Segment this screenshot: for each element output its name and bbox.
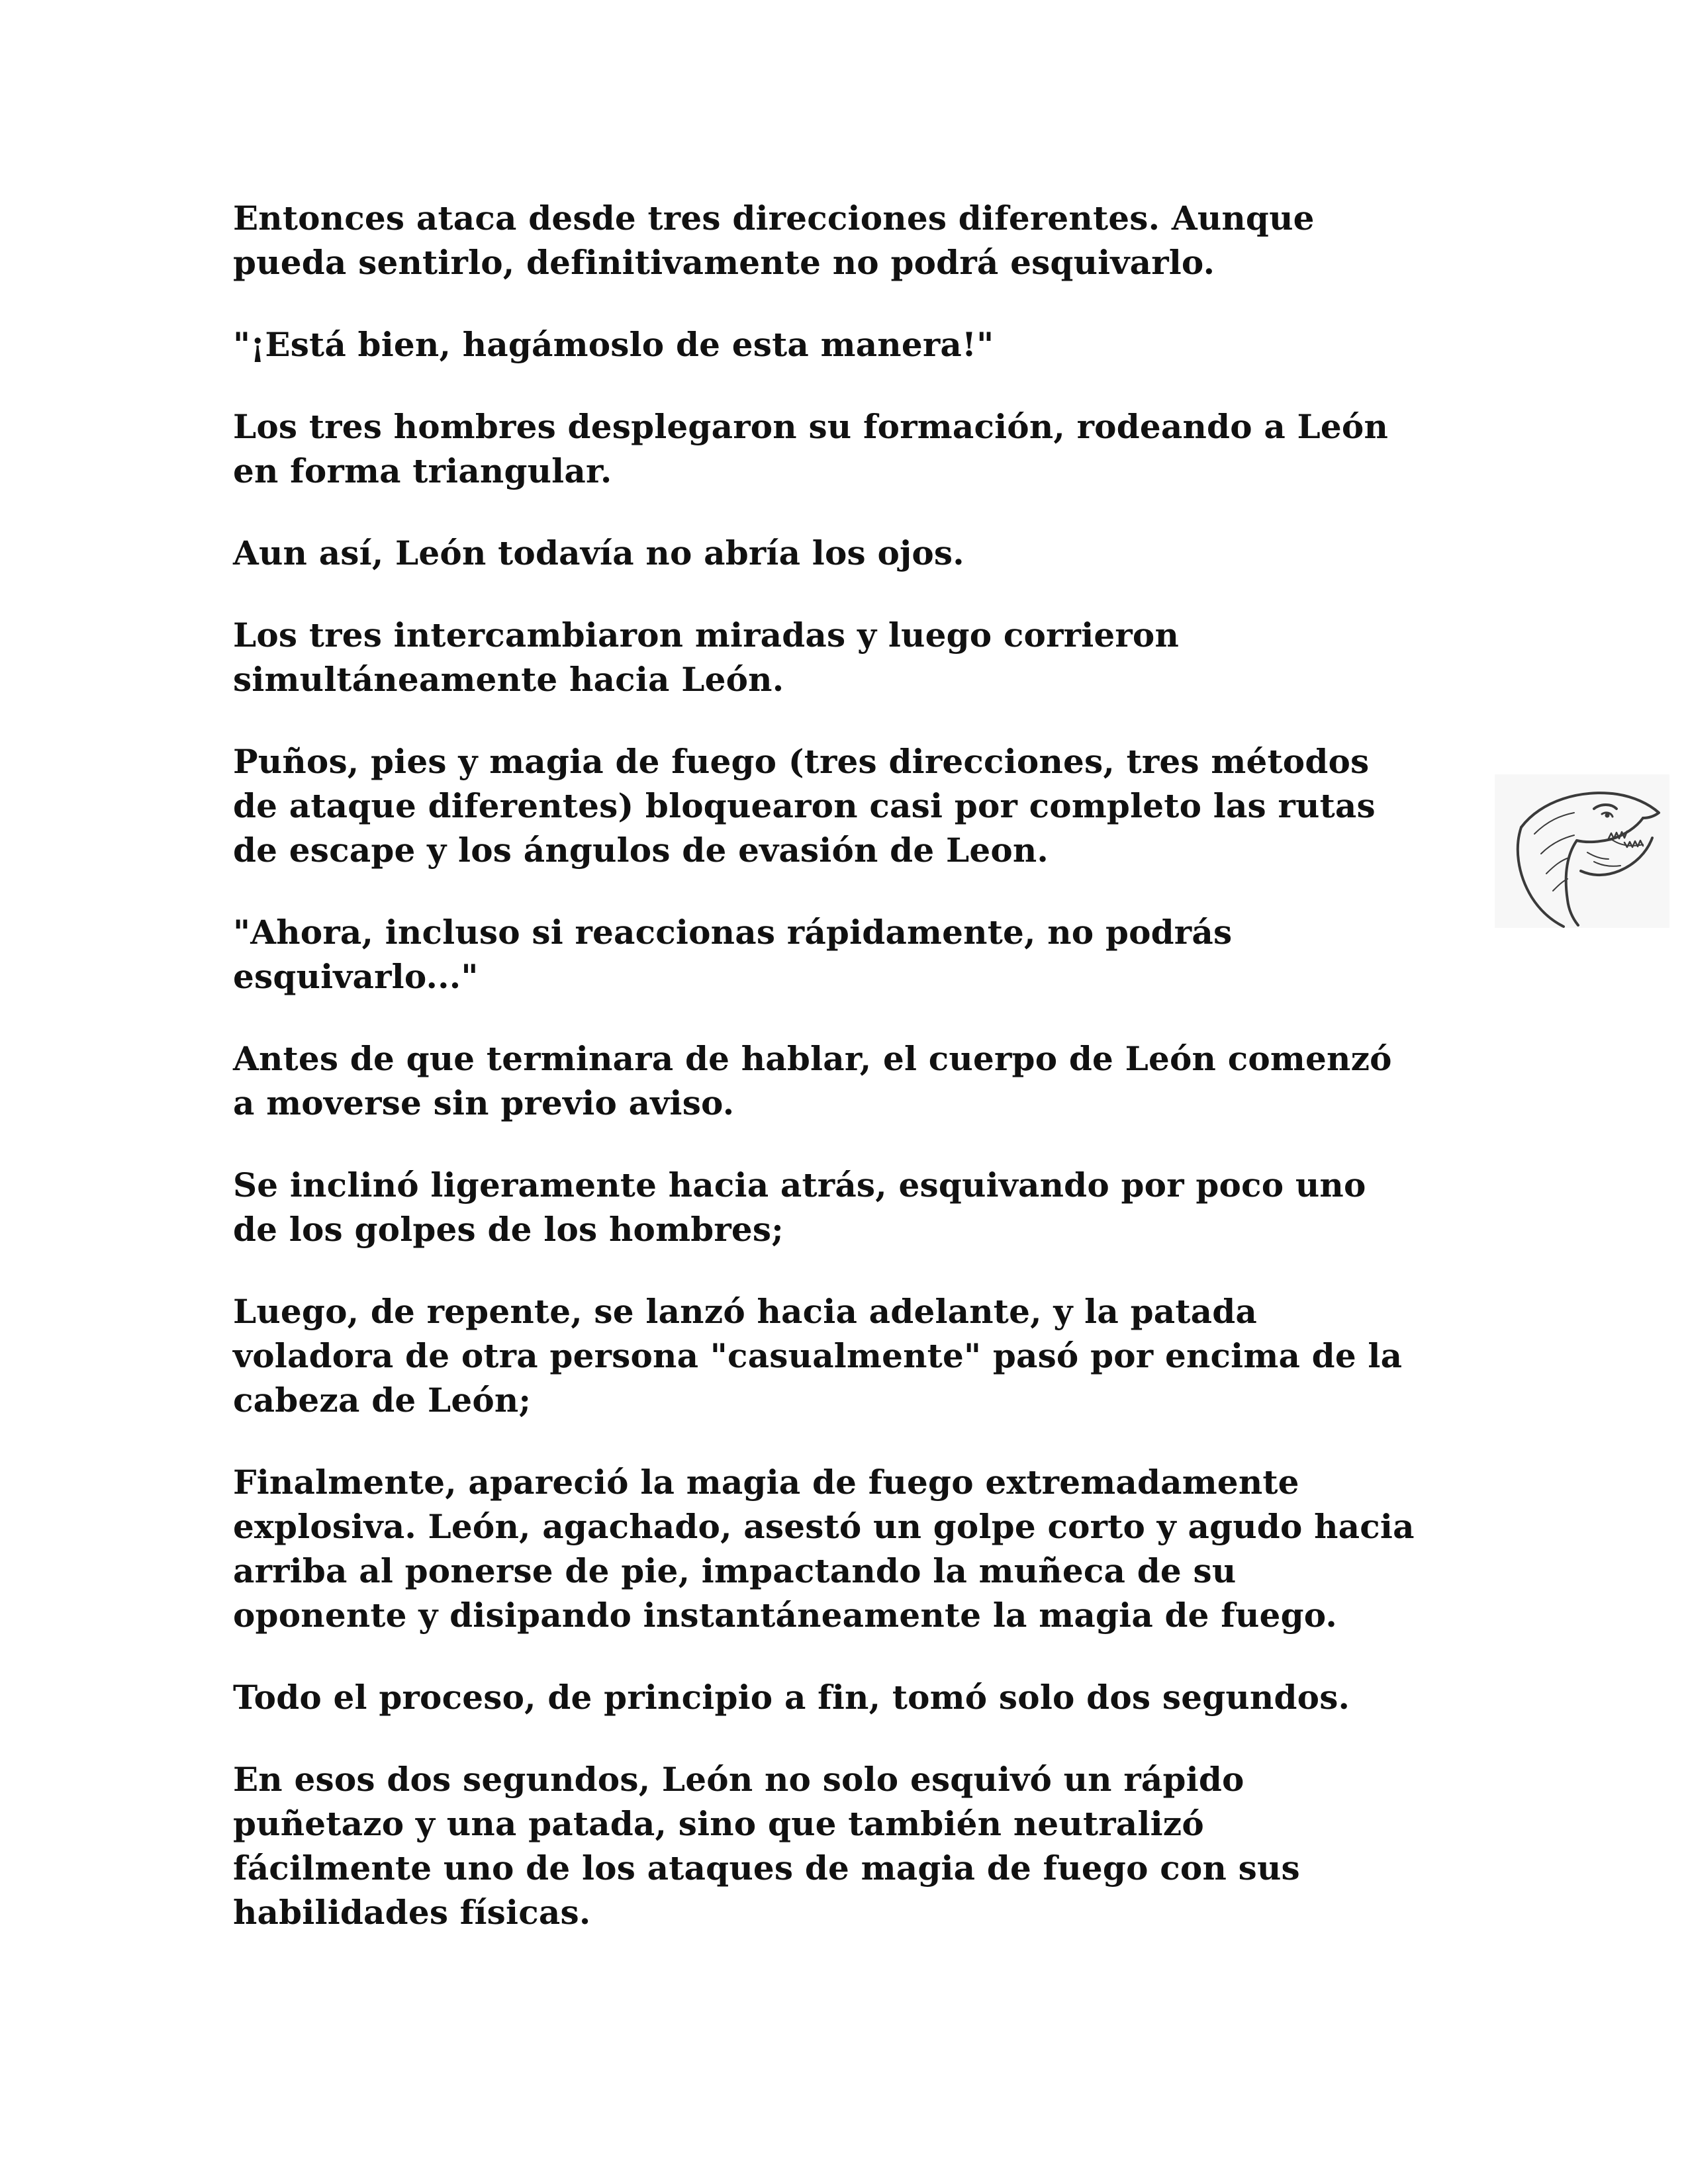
paragraph-7: "Ahora, incluso si reaccionas rápidamente, no podrás esquivarlo..."	[233, 913, 1233, 996]
paragraph-6: Puños, pies y magia de fuego (tres direcciones, tres métodos de ataque diferentes) bloquearon casi por completo las rutas de escape y los ángulos de evasión de Leon.	[233, 742, 1376, 870]
paragraph-12: Todo el proceso, de principio a fin, tomó solo dos segundos.	[233, 1678, 1350, 1717]
paragraph-3: Los tres hombres desplegaron su formación, rodeando a León en forma triangular.	[233, 407, 1389, 490]
body-text	[233, 196, 1458, 1972]
paragraph-2: "¡Está bien, hagámoslo de esta manera!"	[233, 325, 994, 364]
paragraph-9: Se inclinó ligeramente hacia atrás, esquivando por poco uno de los golpes de los hombres;	[233, 1165, 1366, 1249]
paragraph-4: Aun así, León todavía no abría los ojos.	[233, 533, 964, 572]
paragraph-8: Antes de que terminara de hablar, el cuerpo de León comenzó a moverse sin previo aviso.	[233, 1039, 1392, 1122]
dinosaur-head-sketch-icon	[1495, 774, 1669, 928]
paragraph-13: En esos dos segundos, León no solo esquivó un rápido puñetazo y una patada, sino que también neutralizó fácilmente uno de los ataques de magia de fuego con sus habilidades físicas.	[233, 1760, 1300, 1932]
paragraph-11: Finalmente, apareció la magia de fuego extremadamente explosiva. León, agachado, asestó un golpe corto y agudo hacia arriba al ponerse de pie, impactando la muñeca de su oponente y disipando instantáneamente la magia de fuego.	[233, 1463, 1415, 1635]
paragraph-1: Entonces ataca desde tres direcciones diferentes. Aunque pueda sentirlo, definitivamente no podrá esquivarlo.	[233, 199, 1315, 282]
paragraph-10: Luego, de repente, se lanzó hacia adelante, y la patada voladora de otra persona "casualmente" pasó por encima de la cabeza de León;	[233, 1292, 1403, 1420]
paragraph-5: Los tres intercambiaron miradas y luego corrieron simultáneamente hacia León.	[233, 615, 1180, 699]
